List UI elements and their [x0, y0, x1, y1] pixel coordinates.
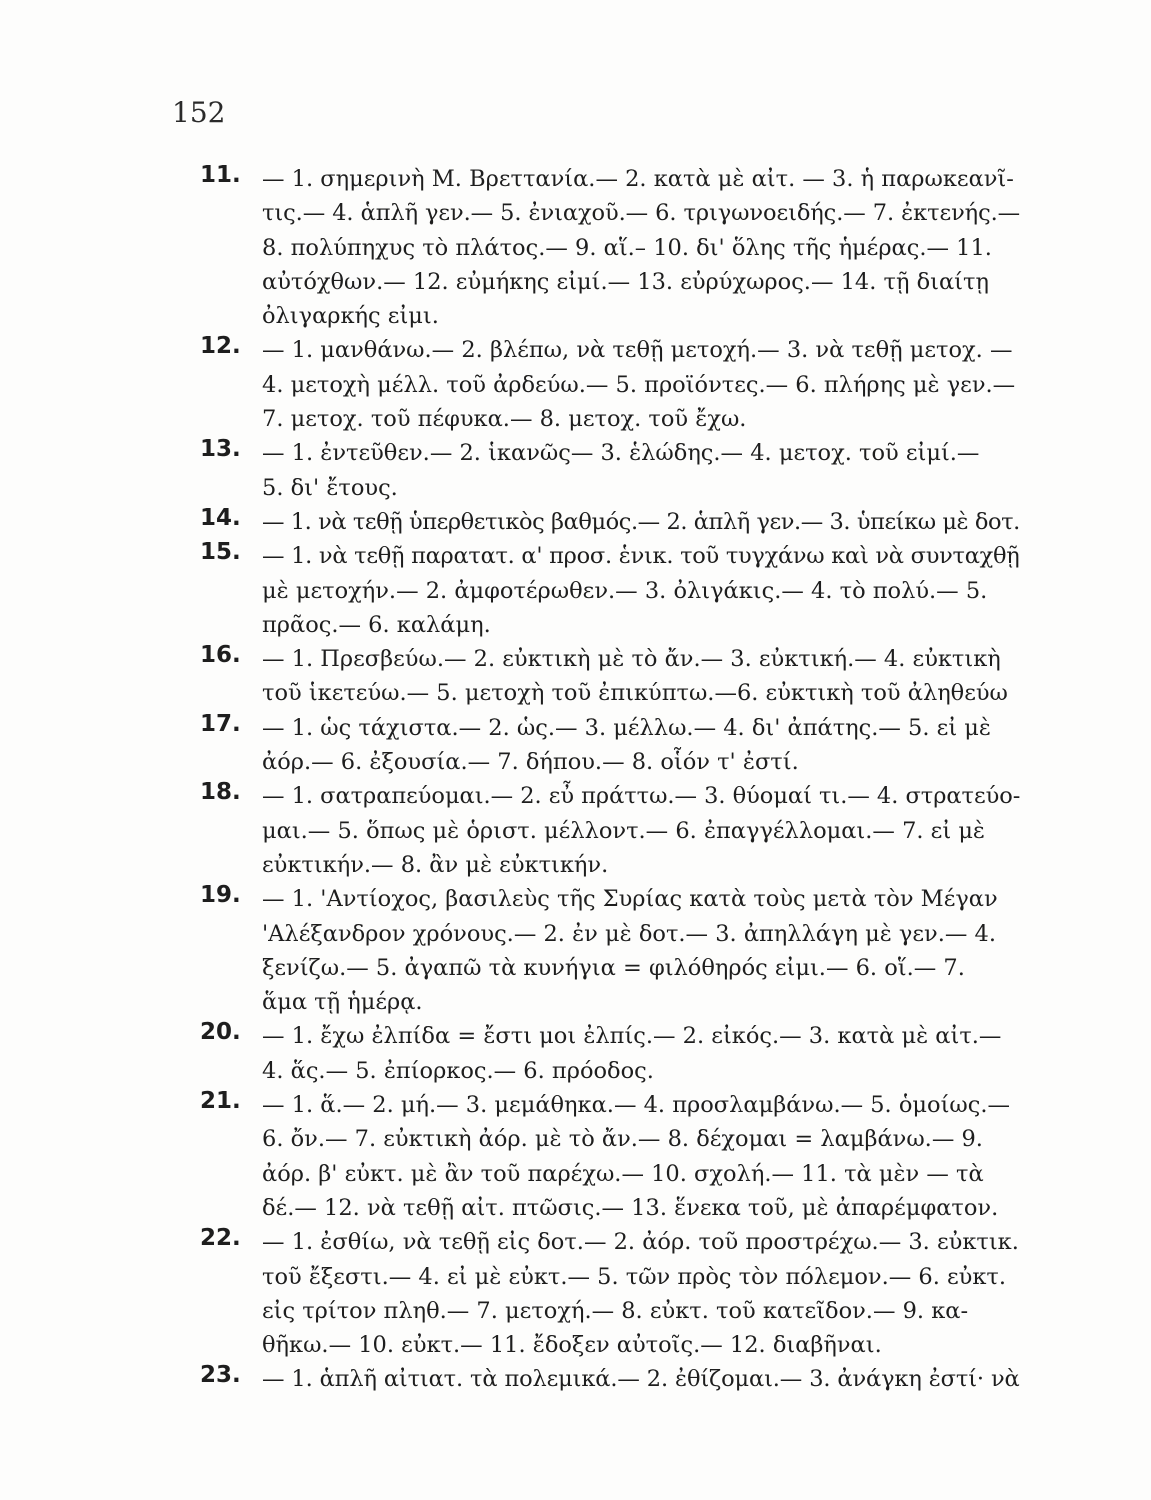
- entry-number: 12.: [200, 333, 241, 360]
- entry: [200, 162, 1020, 333]
- entry-line: — 1. ἐντεῦθεν.— 2. ἱκανῶς— 3. ἑλώδης.— 4. μετοχ. τοῦ εἰμί.—: [262, 440, 980, 467]
- entry-line: ἀόρ. β' εὐκτ. μὲ ἂν τοῦ παρέχω.— 10. σχολή.— 11. τὰ μὲν — τὰ: [262, 1160, 984, 1187]
- entry-line: — 1. Πρεσβεύω.— 2. εὐκτικὴ μὲ τὸ ἄν.— 3. εὐκτική.— 4. εὐκτικὴ: [262, 646, 1001, 673]
- entry-line: — 1. νὰ τεθῇ παρατατ. α' προσ. ἑνικ. τοῦ τυγχάνω καὶ νὰ συνταχθῇ: [262, 543, 1020, 570]
- entry-line: — 1. μανθάνω.— 2. βλέπω, νὰ τεθῇ μετοχή.— 3. νὰ τεθῇ μετοχ. —: [262, 337, 1013, 364]
- entry-line: 'Αλέξανδρον χρόνους.— 2. ἐν μὲ δοτ.— 3. ἀπηλλάγη μὲ γεν.— 4.: [262, 920, 996, 947]
- entry-line: μὲ μετοχήν.— 2. ἀμφοτέρωθεν.— 3. ὀλιγάκις.— 4. τὸ πολύ.— 5.: [262, 577, 988, 604]
- entry-line: 4. μετοχὴ μέλλ. τοῦ ἀρδεύω.— 5. προϊόντες.— 6. πλήρης μὲ γεν.—: [262, 371, 1016, 398]
- entry-line: θῆκω.— 10. εὐκτ.— 11. ἔδοξεν αὐτοῖς.— 12. διαβῆναι.: [262, 1332, 882, 1359]
- entry-line: μαι.— 5. ὅπως μὲ ὁριστ. μέλλοντ.— 6. ἐπαγγέλλομαι.— 7. εἰ μὲ: [262, 817, 986, 844]
- entry: [200, 779, 1020, 882]
- entry-number: 20.: [200, 1019, 241, 1046]
- entry-number: 18.: [200, 779, 241, 806]
- entry: [200, 436, 1020, 505]
- entry-number: 17.: [200, 710, 241, 737]
- entry-line: — 1. ἁπλῆ αἰτιατ. τὰ πολεμικά.— 2. ἐθίζομαι.— 3. ἀνάγκη ἐστί· νὰ: [262, 1366, 1020, 1393]
- entry-number: 16.: [200, 642, 241, 669]
- entry-line: 7. μετοχ. τοῦ πέφυκα.— 8. μετοχ. τοῦ ἔχω.: [262, 406, 747, 433]
- entry: [200, 505, 1020, 539]
- entry-number: 22.: [200, 1225, 241, 1252]
- entry-number: 14.: [200, 504, 241, 531]
- entry-line: — 1. σημερινὴ Μ. Βρεττανία.— 2. κατὰ μὲ αἰτ. — 3. ἡ παρωκεανῖ-: [262, 166, 1014, 192]
- entry-line: ξενίζω.— 5. ἀγαπῶ τὰ κυνήγια = φιλόθηρός εἰμι.— 6. οἵ.— 7.: [262, 954, 965, 981]
- entry: [200, 1088, 1020, 1225]
- entry-number: 21.: [200, 1088, 241, 1115]
- entry-line: τοῦ ἔξεστι.— 4. εἰ μὲ εὐκτ.— 5. τῶν πρὸς τὸν πόλεμον.— 6. εὐκτ.: [262, 1263, 1007, 1290]
- entry-number: 11.: [200, 162, 241, 188]
- entry: [200, 333, 1020, 436]
- entry-number: 13.: [200, 436, 241, 463]
- page-number: 152: [172, 96, 226, 129]
- entry: [200, 1225, 1020, 1362]
- entry: [200, 1019, 1020, 1088]
- entry-number: 19.: [200, 882, 241, 909]
- entry-line: — 1. σατραπεύομαι.— 2. εὖ πράττω.— 3. θύομαί τι.— 4. στρατεύο-: [262, 783, 1021, 810]
- entry: [200, 882, 1020, 1019]
- entry-line: τοῦ ἱκετεύω.— 5. μετοχὴ τοῦ ἐπικύπτω.—6. εὐκτικὴ τοῦ ἀληθεύω: [262, 680, 1008, 707]
- entry-line: ὀλιγαρκής εἰμι.: [262, 303, 439, 330]
- exercise-key-list: [200, 162, 1020, 1397]
- entry-line: 4. ἅς.— 5. ἐπίορκος.— 6. πρόοδος.: [262, 1057, 654, 1084]
- entry-line: 8. πολύπηχυς τὸ πλάτος.— 9. αἵ.– 10. δι' ὅλης τῆς ἡμέρας.— 11.: [262, 234, 992, 261]
- entry-line: — 1. 'Αντίοχος, βασιλεὺς τῆς Συρίας κατὰ τοὺς μετὰ τὸν Μέγαν: [262, 886, 998, 913]
- entry-line: ἅμα τῇ ἡμέρᾳ.: [262, 989, 423, 1016]
- entry-line: 5. δι' ἔτους.: [262, 474, 398, 501]
- entry: [200, 539, 1020, 642]
- entry-line: 6. ὄν.— 7. εὐκτικὴ ἀόρ. μὲ τὸ ἄν.— 8. δέχομαι = λαμβάνω.— 9.: [262, 1126, 983, 1153]
- entry-line: — 1. ἐσθίω, νὰ τεθῇ εἰς δοτ.— 2. ἀόρ. τοῦ προστρέχω.— 3. εὐκτικ.: [262, 1229, 1019, 1256]
- entry: [200, 642, 1020, 711]
- entry-line: τις.— 4. ἁπλῆ γεν.— 5. ἐνιαχοῦ.— 6. τριγωνοειδής.— 7. ἐκτενής.—: [262, 200, 1021, 227]
- entry-line: δέ.— 12. νὰ τεθῇ αἰτ. πτῶσις.— 13. ἕνεκα τοῦ, μὲ ἀπαρέμφατον.: [262, 1194, 999, 1221]
- entry-line: — 1. ἔχω ἐλπίδα = ἔστι μοι ἐλπίς.— 2. εἰκός.— 3. κατὰ μὲ αἰτ.—: [262, 1023, 1002, 1050]
- entry: [200, 711, 1020, 780]
- entry-number: 15.: [200, 539, 241, 566]
- entry-line: εἰς τρίτον πληθ.— 7. μετοχή.— 8. εὐκτ. τοῦ κατεῖδον.— 9. κα-: [262, 1297, 969, 1324]
- entry-number: 23.: [200, 1362, 241, 1389]
- entry-line: εὐκτικήν.— 8. ἂν μὲ εὐκτικήν.: [262, 851, 609, 878]
- entry: [200, 1362, 1020, 1396]
- entry-line: — 1. ὡς τάχιστα.— 2. ὡς.— 3. μέλλω.— 4. δι' ἀπάτης.— 5. εἰ μὲ: [262, 714, 991, 741]
- entry-line: αὐτόχθων.— 12. εὐμήκης εἰμί.— 13. εὐρύχωρος.— 14. τῇ διαίτῃ: [262, 268, 989, 295]
- entry-line: — 1. νὰ τεθῇ ὑπερθετικὸς βαθμός.— 2. ἁπλῆ γεν.— 3. ὑπείκω μὲ δοτ.: [262, 508, 1020, 535]
- entry-line: πρᾶος.— 6. καλάμη.: [262, 611, 491, 638]
- entry-line: — 1. ἅ.— 2. μή.— 3. μεμάθηκα.— 4. προσλαμβάνω.— 5. ὁμοίως.—: [262, 1092, 1011, 1119]
- entry-line: ἀόρ.— 6. ἐξουσία.— 7. δήπου.— 8. οἷόν τ' ἐστί.: [262, 749, 799, 776]
